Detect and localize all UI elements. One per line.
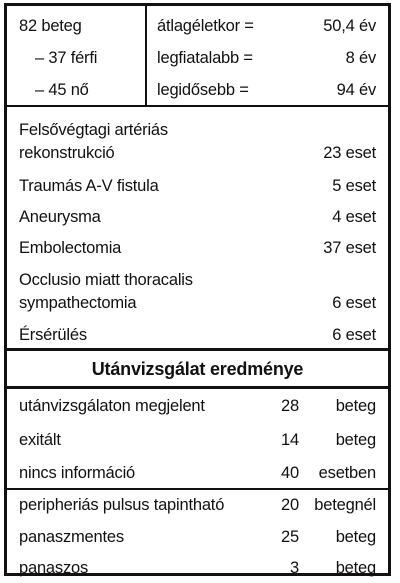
- followup-label: utánvizsgálaton megjelent: [19, 397, 205, 415]
- followup-unit: beteg: [335, 528, 376, 546]
- followup-label: peripheriás pulsus tapintható: [19, 496, 225, 514]
- followup-title: Utánvizsgálat eredménye: [91, 359, 304, 379]
- followup-number: 20: [281, 496, 299, 514]
- results-table: [4, 3, 391, 576]
- procedure-label: Occlusio miatt thoracalis: [19, 271, 193, 289]
- oldest-value: 94 év: [336, 81, 376, 99]
- procedure-label: Traumás A-V fistula: [19, 177, 159, 195]
- followup-divider: [7, 488, 388, 490]
- followup-number: 40: [281, 464, 299, 482]
- procedures-bottom-rule: [7, 348, 388, 351]
- procedure-label: rekonstrukció: [19, 144, 115, 162]
- followup-label: nincs információ: [19, 464, 136, 482]
- header-divider: [145, 6, 147, 105]
- followup-unit: betegnél: [314, 496, 376, 514]
- followup-unit: beteg: [335, 431, 376, 449]
- procedure-value: 23 eset: [323, 144, 376, 162]
- male-count: – 37 férfi: [35, 49, 98, 67]
- avg-age-label: átlagéletkor =: [157, 17, 254, 35]
- procedure-label: sympathectomia: [19, 294, 137, 312]
- procedure-value: 37 eset: [323, 239, 376, 257]
- followup-unit: beteg: [335, 397, 376, 415]
- followup-number: 14: [281, 431, 299, 449]
- followup-label: panaszos: [19, 559, 89, 577]
- followup-unit: esetben: [318, 464, 376, 482]
- title-bottom-rule: [7, 386, 388, 389]
- patients-total: 82 beteg: [19, 17, 82, 35]
- oldest-label: legidősebb =: [157, 81, 249, 99]
- followup-unit: beteg: [335, 559, 376, 577]
- youngest-value: 8 év: [345, 49, 376, 67]
- header-bottom-rule: [7, 105, 388, 107]
- procedure-value: 4 eset: [332, 208, 376, 226]
- procedure-label: Aneurysma: [19, 208, 101, 226]
- procedure-value: 6 eset: [332, 326, 376, 344]
- followup-label: exitált: [19, 431, 61, 449]
- youngest-label: legfiatalabb =: [157, 49, 253, 67]
- procedure-label: Embolectomia: [19, 239, 122, 257]
- female-count: – 45 nő: [35, 81, 89, 99]
- procedure-value: 6 eset: [332, 294, 376, 312]
- followup-label: panaszmentes: [19, 528, 124, 546]
- followup-number: 3: [290, 559, 299, 577]
- procedure-value: 5 eset: [332, 177, 376, 195]
- procedure-label: Érsérülés: [19, 326, 87, 344]
- followup-number: 25: [281, 528, 299, 546]
- followup-number: 28: [281, 397, 299, 415]
- procedure-label: Felsővégtagi artériás: [19, 121, 168, 139]
- avg-age-value: 50,4 év: [323, 17, 376, 35]
